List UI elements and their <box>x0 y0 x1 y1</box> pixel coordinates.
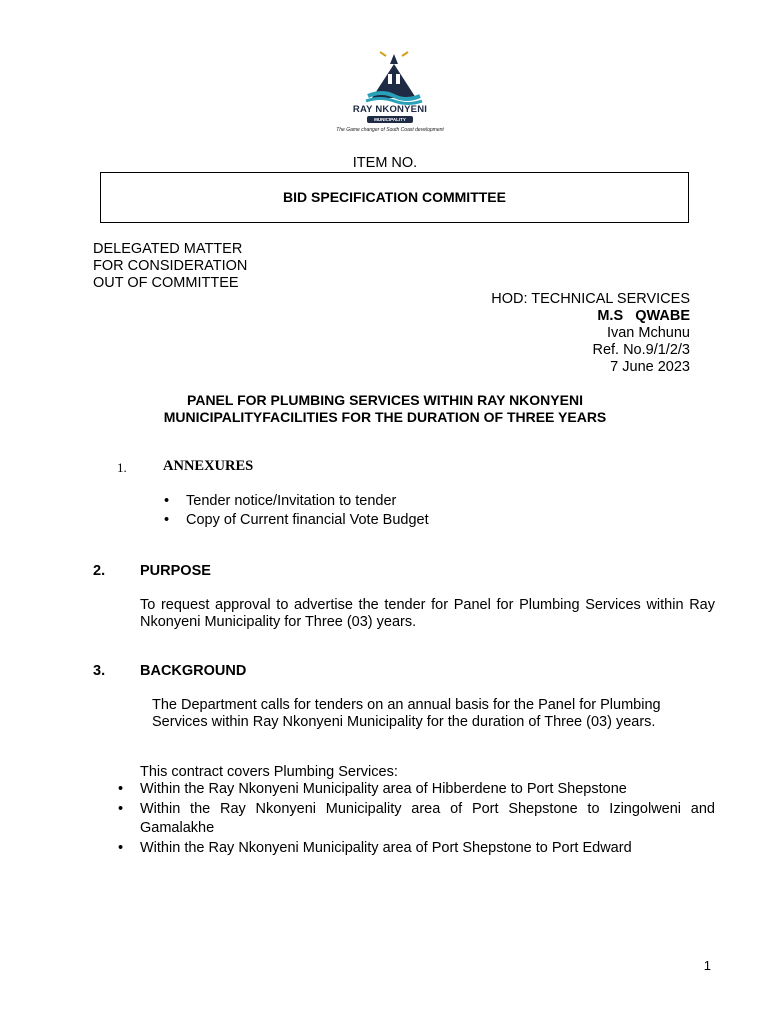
logo-sub: MUNICIPALITY <box>374 117 406 122</box>
logo-emblem-icon <box>366 52 422 104</box>
annexures-list <box>164 492 429 530</box>
author-block <box>491 291 690 376</box>
author-ref: Ref. No.9/1/2/3 <box>592 342 690 358</box>
bullet-icon: • <box>118 801 124 817</box>
background-intro: This contract covers Plumbing Services: <box>140 764 398 780</box>
author-name: M.S QWABE <box>597 308 690 324</box>
heading-line: PANEL FOR PLUMBING SERVICES WITHIN RAY NKONYENI <box>187 392 583 408</box>
background-list <box>118 780 715 859</box>
background-text-line: Services within Ray Nkonyeni Municipality for the duration of Three (03) years. <box>152 714 656 730</box>
list-item: • Copy of Current financial Vote Budget <box>164 512 429 528</box>
bullet-icon: • <box>164 493 170 509</box>
item-no: ITEM NO. <box>352 155 418 171</box>
annexures-title: ANNEXURES <box>163 458 254 474</box>
list-item: • Tender notice/Invitation to tender <box>164 493 397 509</box>
author-department: HOD: TECHNICAL SERVICES <box>491 291 690 307</box>
list-item: • Within the Ray Nkonyeni Municipality area of Port Shepstone to Port Edward <box>118 840 632 856</box>
list-item: • Within the Ray Nkonyeni Municipality area of Hibberdene to Port Shepstone <box>118 781 627 797</box>
delegated-block <box>93 241 247 292</box>
document-heading <box>0 392 770 426</box>
author-officer: Ivan Mchunu <box>606 325 690 341</box>
purpose-title: PURPOSE <box>140 563 211 579</box>
delegated-line: OUT OF COMMITTEE <box>93 275 239 291</box>
author-date: 7 June 2023 <box>610 359 690 375</box>
delegated-line: DELEGATED MATTER <box>93 241 243 257</box>
background-number: 3. <box>93 663 106 679</box>
background-title: BACKGROUND <box>140 663 247 679</box>
heading-line: MUNICIPALITYFACILITIES FOR THE DURATION OF THREE YEARS <box>163 409 607 425</box>
bullet-icon: • <box>164 512 170 528</box>
background-text-line: The Department calls for tenders on an annual basis for the Panel for Plumbing <box>152 697 661 713</box>
logo-name: RAY NKONYENI <box>352 104 428 115</box>
logo-tagline: The Game changer of South Coast development <box>336 127 444 133</box>
bullet-icon: • <box>118 781 124 797</box>
annexures-number: 1. <box>117 460 127 475</box>
page-number: 1 <box>703 958 711 973</box>
municipality-logo <box>334 50 454 138</box>
delegated-line: FOR CONSIDERATION <box>93 258 248 274</box>
background-text <box>152 697 712 731</box>
committee-title: BID SPECIFICATION COMMITTEE <box>283 189 506 205</box>
bullet-icon: • <box>118 840 124 856</box>
list-item: • Within the Ray Nkonyeni Municipality area of Port Shepstone to Izingolweni and Gamalakhe <box>118 801 715 836</box>
purpose-text: To request approval to advertise the tender for Panel for Plumbing Services within Ray Nkonyeni Municipality for Three (03) years. <box>140 597 715 630</box>
purpose-number: 2. <box>93 563 106 579</box>
